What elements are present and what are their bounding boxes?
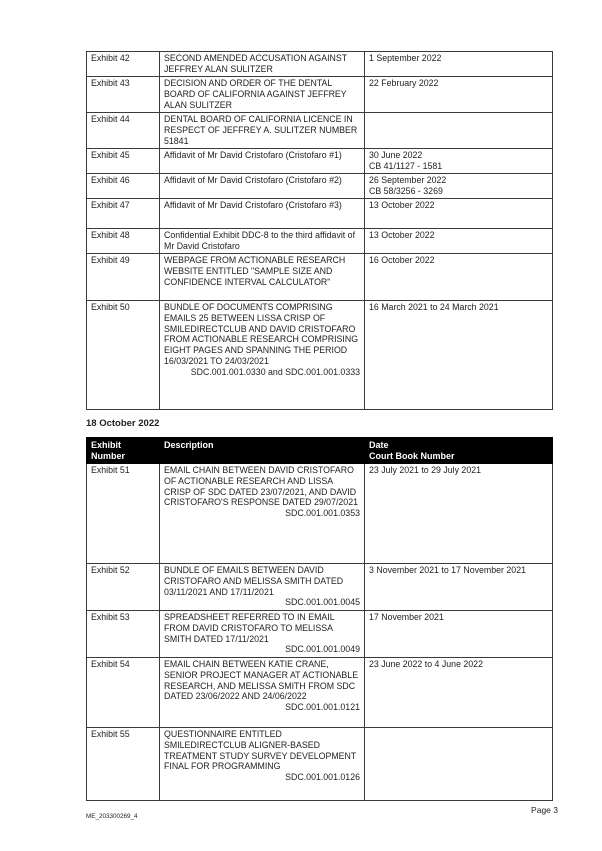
exhibit-number-cell: Exhibit 53 [87,611,160,658]
description-text: WEBPAGE FROM ACTIONABLE RESEARCH WEBSITE ENTITLED "SAMPLE SIZE AND CONFIDENCE INTERVAL CALCULATOR" [164,255,346,287]
description-text: Affidavit of Mr David Cristofaro (Cristofaro #3) [164,200,342,210]
exhibit-number-cell: Exhibit 50 [87,301,160,410]
description-cell [160,254,365,301]
exhibit-number-cell: Exhibit 44 [87,113,160,149]
table-row [87,199,553,229]
date-text: 26 September 2022 [369,175,447,185]
court-book-number: CB 58/3256 - 3269 [369,185,443,196]
exhibit-number-cell: Exhibit 43 [87,77,160,113]
document-id: SDC.001.001.0049 [285,644,360,655]
exhibit-number-cell: Exhibit 46 [87,174,160,199]
exhibit-number-cell: Exhibit 55 [87,728,160,801]
header-description: Description [160,438,365,464]
exhibit-number-cell: Exhibit 45 [87,149,160,174]
description-text: Confidential Exhibit DDC-8 to the third affidavit of Mr David Cristofaro [164,230,356,251]
description-cell [160,464,365,564]
date-text: 13 October 2022 [369,200,435,210]
date-text: 3 November 2021 to 17 November 2021 [369,565,526,575]
court-book-number: CB 41/1127 - 1581 [369,160,443,171]
description-cell [160,174,365,199]
table-row [87,174,553,199]
date-cell [365,149,553,174]
header-date [365,438,553,464]
description-text: EMAIL CHAIN BETWEEN DAVID CRISTOFARO OF ACTIONABLE RESEARCH AND LISSA CRISP OF SDC DATED 23/07/2021, AND DAVID CRISTOFARO'S RESPONSE DATED 29/07/2021 [164,465,358,508]
exhibit-number-cell: Exhibit 42 [87,52,160,77]
description-cell [160,52,365,77]
exhibit-number-cell: Exhibit 49 [87,254,160,301]
description-text: EMAIL CHAIN BETWEEN KATIE CRANE, SENIOR PROJECT MANAGER AT ACTIONABLE RESEARCH, AND MELISSA SMITH FROM SDC DATED 23/06/2022 AND 24/06/2022 [164,659,359,702]
description-cell [160,229,365,254]
table-row [87,301,553,410]
date-cell [365,77,553,113]
description-cell [160,113,365,149]
section-heading: 18 October 2022 [86,418,160,429]
table-row [87,254,553,301]
table-row [87,113,553,149]
table-header-row [87,438,553,464]
description-text: DENTAL BOARD OF CALIFORNIA LICENCE IN RESPECT OF JEFFREY A. SULITZER NUMBER 51841 [164,114,358,146]
description-text: BUNDLE OF EMAILS BETWEEN DAVID CRISTOFARO AND MELISSA SMITH DATED 03/11/2021 AND 17/11/2021 [164,565,344,597]
date-text: 23 July 2021 to 29 July 2021 [369,465,481,475]
document-id: SDC.001.001.0045 [285,597,360,608]
description-text: Affidavit of Mr David Cristofaro (Cristofaro #2) [164,175,342,185]
description-text: QUESTIONNAIRE ENTITLED SMILEDIRECTCLUB ALIGNER-BASED TREATMENT STUDY SURVEY DEVELOPMENT FINAL FOR PROGRAMMING [164,729,357,772]
header-court-book-label: Court Book Number [369,450,455,461]
page-number: Page 3 [531,805,558,815]
document-id: SDC.001.001.0330 and SDC.001.001.0333 [190,366,360,377]
table-row [87,77,553,113]
document-reference: ME_203300269_4 [86,813,138,820]
table-row [87,564,553,611]
description-cell [160,199,365,229]
exhibit-number-cell: Exhibit 52 [87,564,160,611]
table-row [87,658,553,728]
exhibit-number-cell: Exhibit 51 [87,464,160,564]
date-cell [365,174,553,199]
document-id: SDC.001.001.0353 [285,508,360,519]
date-cell [365,52,553,77]
document-id: SDC.001.001.0126 [285,772,360,783]
date-cell [365,113,553,149]
date-text: 17 November 2021 [369,612,444,622]
description-cell [160,149,365,174]
date-cell [365,254,553,301]
exhibit-number-cell: Exhibit 48 [87,229,160,254]
exhibits-table-2 [86,437,553,801]
table-row [87,52,553,77]
date-text: 13 October 2022 [369,230,435,240]
date-cell [365,301,553,410]
date-cell [365,229,553,254]
description-text: Affidavit of Mr David Cristofaro (Cristofaro #1) [164,150,342,160]
date-text: 16 October 2022 [369,255,435,265]
document-id: SDC.001.001.0121 [285,702,360,713]
date-text: 1 September 2022 [369,53,442,63]
date-cell [365,564,553,611]
date-cell [365,199,553,229]
description-text: DECISION AND ORDER OF THE DENTAL BOARD OF CALIFORNIA AGAINST JEFFREY ALAN SULITZER [164,78,347,110]
date-cell [365,658,553,728]
description-text: SECOND AMENDED ACCUSATION AGAINST JEFFREY ALAN SULITZER [164,53,347,74]
table-row [87,611,553,658]
header-exhibit-number: Exhibit Number [87,438,160,464]
exhibit-number-cell: Exhibit 54 [87,658,160,728]
description-cell [160,564,365,611]
table-row [87,464,553,564]
date-text: 22 February 2022 [369,78,439,88]
description-cell [160,658,365,728]
description-cell [160,301,365,410]
date-text: 23 June 2022 to 4 June 2022 [369,659,483,669]
description-text: SPREADSHEET REFERRED TO IN EMAIL FROM DAVID CRISTOFARO TO MELISSA SMITH DATED 17/11/2021 [164,612,335,644]
description-cell [160,77,365,113]
exhibit-number-cell: Exhibit 47 [87,199,160,229]
date-cell [365,611,553,658]
description-text: BUNDLE OF DOCUMENTS COMPRISING EMAILS 25 BETWEEN LISSA CRISP OF SMILEDIRECTCLUB AND DAVID CRISTOFARO FROM ACTIONABLE RESEARCH COMPRISING EIGHT PAGES AND SPANNING THE PERIOD 16/03/2021 TO 24/03/2021 [164,302,359,366]
description-cell [160,728,365,801]
header-date-label: Date [369,440,389,450]
date-text: 30 June 2022 [369,150,423,160]
date-text: 16 March 2021 to 24 March 2021 [369,302,499,312]
date-cell [365,464,553,564]
table-row [87,728,553,801]
table-row [87,149,553,174]
exhibits-table-1 [86,51,553,410]
table-row [87,229,553,254]
date-cell [365,728,553,801]
description-cell [160,611,365,658]
